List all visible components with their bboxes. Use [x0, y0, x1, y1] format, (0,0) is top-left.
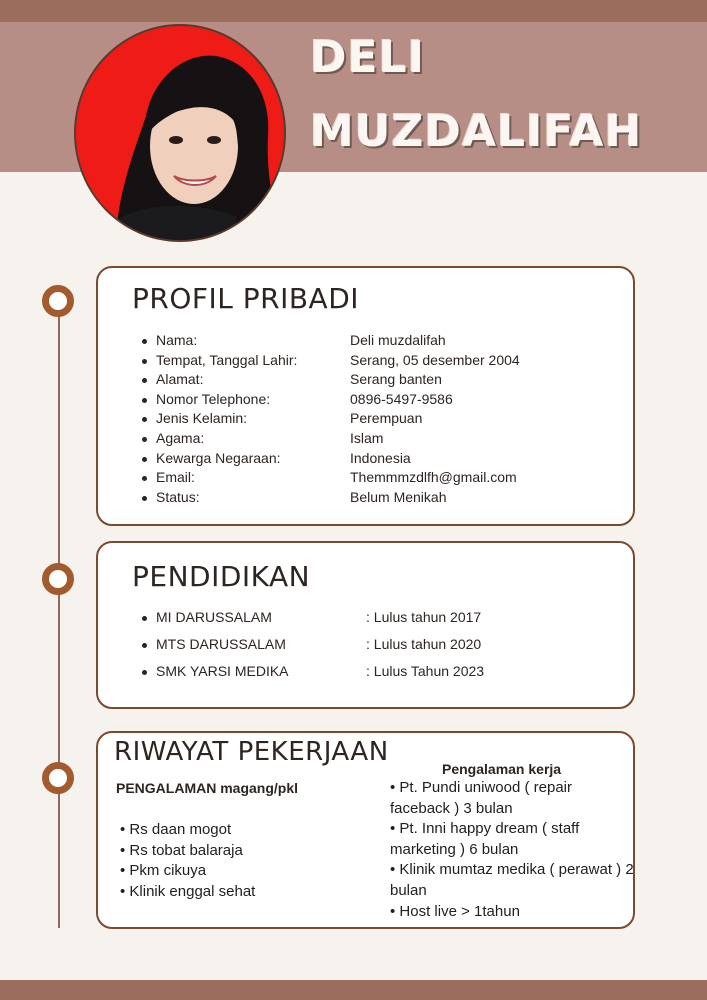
experience-line: • Pt. Pundi uniwood ( repair — [390, 779, 573, 796]
education-school: MI DARUSSALAM — [156, 609, 272, 625]
profile-value: Themmmzdlfh@gmail.com — [350, 469, 517, 486]
experience-line: • Klinik mumtaz medika ( perawat ) 2 — [390, 861, 634, 879]
work-card — [96, 731, 635, 929]
bullet-dot — [142, 616, 147, 621]
education-result: : Lulus tahun 2017 — [366, 609, 482, 625]
timeline-node-education — [42, 563, 74, 595]
bullet-dot — [142, 643, 147, 648]
internship-item: • Klinik enggal sehat — [120, 882, 256, 900]
internship-item: • Rs daan mogot — [120, 821, 232, 838]
profile-value: 0896-5497-9586 — [350, 390, 453, 407]
experience-line: bulan — [390, 882, 427, 899]
experience-heading: Pengalaman kerja — [442, 761, 562, 777]
bullet-dot — [142, 398, 147, 403]
profile-title: PROFIL PRIBADI — [132, 282, 360, 315]
internship-item: • Pkm cikuya — [120, 862, 207, 879]
profile-value: Serang, 05 desember 2004 — [350, 351, 520, 368]
experience-line: faceback ) 3 bulan — [390, 799, 513, 817]
bullet-dot — [142, 339, 147, 344]
profile-label: Tempat, Tanggal Lahir: — [156, 351, 298, 368]
bullet-dot — [142, 359, 147, 364]
bullet-dot — [142, 476, 147, 481]
timeline-node-profile — [42, 285, 74, 317]
profile-label: Nama: — [156, 332, 198, 348]
experience-line: marketing ) 6 bulan — [390, 840, 519, 858]
timeline-line — [58, 298, 60, 928]
profile-label: Nomor Telephone: — [156, 390, 271, 407]
timeline-node-work — [42, 762, 74, 794]
name-first: DELI — [310, 32, 425, 83]
work-title: RIWAYAT PEKERJAAN — [114, 737, 389, 767]
profile-label: Email: — [156, 469, 195, 486]
profile-value: Belum Menikah — [350, 488, 447, 505]
internship-item: • Rs tobat balaraja — [120, 841, 243, 859]
profile-value: Indonesia — [350, 449, 411, 466]
name-last: MUZDALIFAH — [310, 106, 643, 157]
internship-heading: PENGALAMAN magang/pkl — [116, 780, 299, 796]
education-result: : Lulus Tahun 2023 — [366, 663, 485, 679]
bullet-dot — [142, 457, 147, 462]
bullet-dot — [142, 417, 147, 422]
profile-value: Deli muzdalifah — [350, 332, 446, 348]
education-card — [96, 541, 635, 709]
profile-label: Jenis Kelamin: — [156, 410, 248, 427]
profile-photo — [74, 24, 286, 242]
profile-value: Perempuan — [350, 410, 423, 427]
bullet-dot — [142, 496, 147, 501]
bottom-bar — [0, 980, 707, 1000]
profile-label: Alamat: — [156, 371, 204, 388]
bullet-dot — [142, 437, 147, 442]
experience-line: • Host live > 1tahun — [390, 902, 520, 920]
bullet-dot — [142, 670, 147, 675]
profile-label: Kewarga Negaraan: — [156, 449, 281, 466]
top-bar — [0, 0, 707, 22]
profile-value: Serang banten — [350, 371, 442, 388]
profile-label: Agama: — [156, 430, 205, 446]
experience-line: • Pt. Inni happy dream ( staff — [390, 820, 580, 838]
profile-label: Status: — [156, 488, 200, 505]
portrait-illustration — [76, 26, 286, 242]
education-title: PENDIDIKAN — [132, 560, 311, 593]
education-school: SMK YARSI MEDIKA — [156, 663, 289, 679]
education-school: MTS DARUSSALAM — [156, 636, 286, 652]
bullet-dot — [142, 378, 147, 383]
education-result: : Lulus tahun 2020 — [366, 636, 482, 652]
profile-value: Islam — [350, 430, 384, 446]
profile-card — [96, 266, 635, 526]
